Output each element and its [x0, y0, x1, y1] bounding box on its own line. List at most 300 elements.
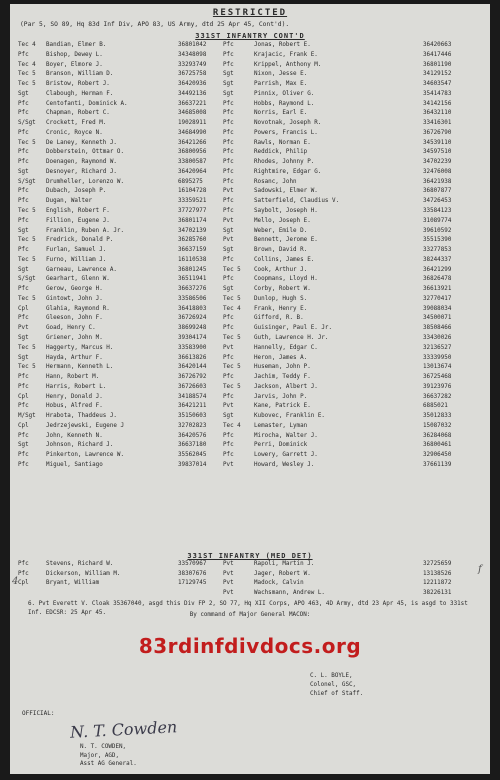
name-left: Drumheller, Lorenzo W. — [46, 178, 125, 185]
name-right: Coopmans, Lloyd H. — [254, 276, 318, 283]
roster-med-det — [18, 560, 484, 598]
grade-left: Pfc — [18, 149, 29, 156]
roster-row — [18, 100, 484, 110]
roster-row — [18, 383, 484, 393]
grade-right: Pvt — [223, 188, 234, 195]
serial-left: 36418803 — [178, 305, 207, 312]
serial-left: 36801042 — [178, 42, 207, 48]
name-left: Branson, William D. — [46, 71, 114, 78]
name-left: Chapman, Robert C. — [46, 110, 110, 117]
grade-left: Pfc — [18, 452, 29, 459]
name-left: Bryant, William — [46, 580, 100, 586]
serial-right: 34142156 — [423, 100, 452, 107]
classification-header: RESTRICTED — [212, 8, 288, 18]
serial-left: 38307676 — [178, 570, 207, 577]
serial-left: 36637276 — [178, 286, 207, 293]
roster-row — [18, 451, 484, 461]
name-left: Cronic, Royce N. — [46, 129, 103, 136]
serial-left: 33800587 — [178, 159, 207, 166]
serial-right: 33416301 — [423, 120, 452, 127]
roster-row — [18, 70, 484, 80]
name-right: Guth, Lawrence H. Jr. — [254, 334, 329, 341]
serial-left: 38699248 — [178, 325, 207, 332]
roster-row — [18, 354, 484, 364]
name-left: Johnson, Richard J. — [46, 442, 114, 449]
name-right: Howard, Wesley J. — [254, 461, 315, 468]
grade-right: Pfc — [223, 198, 234, 205]
grade-right: Sgt — [223, 90, 234, 97]
grade-left: Pfc — [18, 129, 29, 136]
serial-left: 33583900 — [178, 344, 207, 351]
grade-left: Tec 5 — [18, 295, 36, 302]
name-right: Guisinger, Paul E. Jr. — [254, 325, 333, 332]
serial-right: 6885021 — [423, 403, 448, 410]
grade-left: Pvt — [18, 325, 29, 332]
name-left: Pinkerton, Lawrence W. — [46, 452, 125, 459]
roster-row — [18, 314, 484, 324]
name-right: Pinnix, Oliver G. — [254, 90, 315, 97]
serial-left: 36421211 — [178, 403, 207, 410]
serial-left: 35562045 — [178, 452, 207, 459]
serial-right: 35515390 — [423, 237, 452, 244]
serial-right: 13013674 — [423, 364, 452, 371]
name-left: Doenagen, Raymond W. — [46, 159, 117, 166]
grade-left: Tec 4 — [18, 42, 36, 48]
grade-left: Pfc — [18, 198, 29, 205]
name-right: Jachim, Teddy F. — [254, 374, 311, 381]
serial-left: 34702139 — [178, 227, 207, 234]
name-right: Cook, Arthur J. — [254, 266, 308, 273]
grade-right: Pvt — [223, 461, 234, 468]
grade-right: Pvt — [223, 237, 234, 244]
serial-right: 36725468 — [423, 374, 452, 381]
grade-left: Pfc — [18, 110, 29, 117]
grade-left: Tec 5 — [18, 208, 36, 215]
name-left: Desnoyer, Richard J. — [46, 168, 117, 175]
name-left: Harris, Robert L. — [46, 383, 107, 390]
serial-right: 36726790 — [423, 129, 452, 136]
serial-left: 16104728 — [178, 188, 207, 195]
serial-right: 36421938 — [423, 178, 452, 185]
serial-right: 36421299 — [423, 266, 452, 273]
roster-row — [18, 373, 484, 383]
grade-right: Pfc — [223, 256, 234, 263]
serial-right: 36284068 — [423, 432, 452, 439]
name-right: Novotnak, Joseph R. — [254, 120, 322, 127]
grade-left: Tec 5 — [18, 81, 36, 88]
name-left: Griener, John M. — [46, 334, 103, 341]
grade-right: Pvt — [223, 403, 234, 410]
paragraph-6: 6. Pvt Everett V. Cloak 35367040, asgd this Div FP 2, SO 77, Hq XII Corps, APO 463, 4D Army, dtd 23 Apr 45, is asgd to 331st Inf. EDCSR: 25 Apr 45. — [28, 601, 468, 616]
grade-right: Pfc — [223, 452, 234, 459]
roster-331st-infantry — [18, 41, 484, 471]
name-right: Wachsmann, Andrew L. — [254, 589, 325, 596]
serial-right: 32136527 — [423, 344, 452, 351]
serial-left: 36285760 — [178, 237, 207, 244]
grade-right: Sgt — [223, 286, 234, 293]
name-right: Dunlop, Hugh S. — [254, 295, 308, 302]
name-right: Sadowski, Elmer W. — [254, 188, 318, 195]
grade-right: Pfc — [223, 149, 234, 156]
name-right: Rhodes, Johnny P. — [254, 159, 315, 166]
grade-left: Sgt — [18, 354, 29, 361]
grade-left: Pfc — [18, 217, 29, 224]
roster-row — [18, 295, 484, 305]
grade-right: Pfc — [223, 374, 234, 381]
name-left: Bristow, Robert J. — [46, 81, 110, 88]
name-right: Jager, Robert W. — [254, 570, 311, 577]
name-left: Franklin, Ruben A. Jr. — [46, 227, 125, 234]
name-left: Hayda, Arthur F. — [46, 354, 103, 361]
grade-right: Pvt — [223, 580, 234, 586]
name-left: John, Kenneth N. — [46, 432, 103, 439]
roster-row — [18, 187, 484, 197]
grade-right: Sgt — [223, 71, 234, 78]
serial-right: 36637282 — [423, 393, 452, 400]
roster-row — [18, 236, 484, 246]
serial-right: 38244337 — [423, 256, 452, 263]
serial-left: 32702823 — [178, 422, 207, 429]
roster-row — [18, 119, 484, 129]
grade-left: Pfc — [18, 570, 29, 577]
name-right: Collins, James E. — [254, 256, 315, 263]
roster-row — [18, 207, 484, 217]
official-label: OFFICIAL: — [22, 710, 55, 717]
name-right: Bennett, Jerome E. — [254, 237, 318, 244]
name-right: Corby, Robert W. — [254, 286, 311, 293]
grade-right: Pfc — [223, 100, 234, 107]
grade-left: Pfc — [18, 561, 29, 567]
margin-note-left: 4 — [12, 576, 19, 587]
grade-left: M/Sgt — [18, 413, 36, 420]
roster-row — [18, 393, 484, 403]
name-left: Bandian, Elmer B. — [46, 42, 107, 48]
grade-right: Pfc — [223, 159, 234, 166]
grade-right: Pfc — [223, 178, 234, 185]
name-right: Frank, Henry E. — [254, 305, 308, 312]
grade-left: Pfc — [18, 247, 29, 254]
grade-left: S/Sgt — [18, 120, 36, 127]
roster-row — [18, 432, 484, 442]
roster-row — [18, 158, 484, 168]
grade-right: Pfc — [223, 208, 234, 215]
serial-left: 39304174 — [178, 334, 207, 341]
roster-row — [18, 148, 484, 158]
serial-left: 36801245 — [178, 266, 207, 273]
name-right: Kane, Patrick E. — [254, 403, 311, 410]
serial-right: 36801190 — [423, 61, 452, 68]
serial-right: 33339950 — [423, 354, 452, 361]
name-left: Fredrick, Donald P. — [46, 237, 114, 244]
serial-right: 15087032 — [423, 422, 452, 429]
roster-row — [18, 275, 484, 285]
name-left: Goad, Henry C. — [46, 325, 96, 332]
grade-right: Pfc — [223, 42, 234, 48]
roster-row — [18, 402, 484, 412]
grade-left: Pfc — [18, 315, 29, 322]
name-left: Dickerson, William M. — [46, 570, 121, 577]
name-left: Boyer, Elmore J. — [46, 61, 103, 68]
serial-right: 31089774 — [423, 217, 452, 224]
roster-row — [18, 560, 484, 570]
serial-right: 34539110 — [423, 139, 452, 146]
serial-right: 39610592 — [423, 227, 452, 234]
roster-row — [18, 51, 484, 61]
roster-row — [18, 422, 484, 432]
grade-left: Pfc — [18, 286, 29, 293]
grade-left: Tec 5 — [18, 344, 36, 351]
serial-right: 34597510 — [423, 149, 452, 156]
serial-left: 36421266 — [178, 139, 207, 146]
roster-row — [18, 305, 484, 315]
serial-right: 33584123 — [423, 208, 452, 215]
serial-right: 12211872 — [423, 580, 452, 586]
grade-right: Pfc — [223, 315, 234, 322]
serial-left: 39837014 — [178, 461, 207, 468]
serial-left: 16110538 — [178, 256, 207, 263]
roster-row — [18, 80, 484, 90]
roster-row — [18, 90, 484, 100]
serial-right: 39123976 — [423, 383, 452, 390]
name-right: Parrish, Max E. — [254, 81, 308, 88]
name-left: Glahia, Raymond R. — [46, 305, 110, 312]
serial-right: 36613921 — [423, 286, 452, 293]
signer-title: Chief of Staff. — [310, 691, 364, 697]
roster-row — [18, 285, 484, 295]
grade-left: Pfc — [18, 100, 29, 107]
official-rank: Major, AGD, — [80, 752, 120, 759]
serial-right: 36800461 — [423, 442, 452, 449]
name-right: Krajacic, Frank E. — [254, 51, 318, 58]
grade-left: Sgt — [18, 442, 29, 449]
section-title-med-det: 331ST INFANTRY (MED DET) — [187, 552, 313, 560]
grade-right: Pfc — [223, 168, 234, 175]
serial-right: 34603547 — [423, 81, 452, 88]
serial-left: 36420936 — [178, 81, 207, 88]
grade-right: Tec 5 — [223, 364, 241, 371]
serial-right: 34500071 — [423, 315, 452, 322]
serial-left: 36726792 — [178, 374, 207, 381]
grade-left: Pfc — [18, 188, 29, 195]
name-right: Saybolt, Joseph H. — [254, 208, 318, 215]
name-left: Furno, William J. — [46, 256, 107, 263]
roster-row — [18, 461, 484, 471]
name-left: Furlan, Samuel J. — [46, 247, 107, 254]
grade-right: Pfc — [223, 51, 234, 58]
roster-row — [18, 168, 484, 178]
serial-left: 37727977 — [178, 208, 207, 215]
serial-right: 34129152 — [423, 71, 452, 78]
grade-left: S/Sgt — [18, 178, 36, 185]
serial-left: 34188574 — [178, 393, 207, 400]
grade-left: Pfc — [18, 461, 29, 468]
serial-left: 36637159 — [178, 247, 207, 254]
serial-right: 36807877 — [423, 188, 452, 195]
grade-left: Tec 5 — [18, 71, 36, 78]
name-left: Hann, Robert M. — [46, 374, 100, 381]
serial-right: 32770417 — [423, 295, 452, 302]
roster-row — [18, 579, 484, 589]
serial-left: 33586506 — [178, 295, 207, 302]
serial-left: 17129745 — [178, 580, 207, 586]
name-left: Henry, Donald J. — [46, 393, 103, 400]
grade-left: Sgt — [18, 168, 29, 175]
grade-left: Sgt — [18, 90, 29, 97]
grade-left: Cpl — [18, 393, 29, 400]
document-page — [10, 4, 490, 774]
name-left: Haggerty, Marcus H. — [46, 344, 114, 351]
roster-row — [18, 412, 484, 422]
roster-row — [18, 178, 484, 188]
roster-row — [18, 41, 484, 51]
name-right: Mirocha, Walter J. — [254, 432, 318, 439]
serial-left: 19028911 — [178, 120, 207, 127]
name-right: Hannelly, Edgar C. — [254, 344, 318, 351]
serial-right: 13138526 — [423, 570, 452, 577]
name-right: Lowery, Garrett J. — [254, 452, 318, 459]
serial-left: 6895275 — [178, 178, 203, 185]
serial-left: 33359521 — [178, 198, 207, 205]
grade-right: Pvt — [223, 217, 234, 224]
name-left: Gintowt, John J. — [46, 295, 103, 302]
serial-right: 33277853 — [423, 247, 452, 254]
grade-left: Sgt — [18, 266, 29, 273]
serial-left: 34348098 — [178, 51, 207, 58]
serial-right: 36432110 — [423, 110, 452, 117]
grade-right: Tec 5 — [223, 266, 241, 273]
authority-line: By command of Major General MACON: — [189, 612, 311, 618]
name-right: Hobbs, Raymond L. — [254, 100, 315, 107]
name-left: Stevens, Richard W. — [46, 561, 114, 567]
grade-right: Pvt — [223, 344, 234, 351]
grade-left: Sgt — [18, 334, 29, 341]
roster-row — [18, 334, 484, 344]
grade-right: Pfc — [223, 139, 234, 146]
name-left: Bishop, Dewey L. — [46, 51, 103, 58]
grade-left: Cpl — [18, 422, 29, 429]
grade-left: S/Sgt — [18, 276, 36, 283]
grade-right: Pfc — [223, 61, 234, 68]
signer-rank: Colonel, GSC, — [310, 682, 357, 688]
name-left: Hermann, Kenneth L. — [46, 364, 114, 371]
name-left: Garneau, Lawrence A. — [46, 266, 117, 273]
grade-right: Pvt — [223, 561, 234, 567]
name-left: Crockett, Fred M. — [46, 120, 107, 127]
name-right: Nixon, Jesse E. — [254, 71, 308, 78]
serial-left: 36420576 — [178, 432, 207, 439]
serial-right: 37661139 — [423, 461, 452, 468]
roster-row — [18, 197, 484, 207]
grade-right: Pvt — [223, 570, 234, 577]
name-left: De Laney, Kenneth J. — [46, 139, 117, 146]
signer-name: C. L. BOYLE, — [310, 673, 353, 679]
roster-row — [18, 441, 484, 451]
roster-row — [18, 256, 484, 266]
serial-right: 34702239 — [423, 159, 452, 166]
serial-right: 38508466 — [423, 325, 452, 332]
serial-left: 36637221 — [178, 100, 207, 107]
serial-left: 36511941 — [178, 276, 207, 283]
roster-row — [18, 589, 484, 599]
serial-right: 32476008 — [423, 168, 452, 175]
roster-row — [18, 109, 484, 119]
serial-left: 36801174 — [178, 217, 207, 224]
grade-right: Pfc — [223, 276, 234, 283]
grade-left: Cpl — [18, 580, 29, 586]
roster-row — [18, 266, 484, 276]
grade-right: Sgt — [223, 81, 234, 88]
grade-left: Pfc — [18, 432, 29, 439]
order-reference: (Par 5, SO 89, Hq 83d Inf Div, APO 83, US Army, dtd 25 Apr 45, Cont'd). — [20, 21, 290, 28]
grade-right: Pvt — [223, 589, 234, 596]
name-right: Rightmire, Edgar G. — [254, 168, 322, 175]
name-right: Heron, James A. — [254, 354, 308, 361]
name-right: Mello, Joseph E. — [254, 217, 311, 224]
official-title: Asst AG General. — [80, 761, 137, 767]
name-right: Weber, Emile D. — [254, 227, 308, 234]
grade-right: Pfc — [223, 325, 234, 332]
grade-left: Tec 5 — [18, 237, 36, 244]
serial-left: 36800956 — [178, 149, 207, 156]
serial-right: 36826478 — [423, 276, 452, 283]
name-right: Rapoli, Martin J. — [254, 561, 315, 567]
name-right: Krippel, Anthony M. — [254, 61, 322, 68]
grade-right: Tec 4 — [223, 305, 241, 312]
serial-right: 36417446 — [423, 51, 452, 58]
serial-right: 36420663 — [423, 42, 452, 48]
serial-right: 33430026 — [423, 334, 452, 341]
serial-left: 33293749 — [178, 61, 207, 68]
name-right: Reddick, Philip — [254, 149, 308, 156]
grade-right: Tec 4 — [223, 422, 241, 429]
grade-right: Sgt — [223, 247, 234, 254]
grade-right: Pfc — [223, 442, 234, 449]
serial-right: 34726453 — [423, 198, 452, 205]
grade-right: Pfc — [223, 129, 234, 136]
name-right: Brown, David R. — [254, 247, 308, 254]
serial-left: 36637180 — [178, 442, 207, 449]
grade-left: Tec 5 — [18, 256, 36, 263]
serial-right: 38226131 — [423, 589, 452, 596]
serial-left: 36420964 — [178, 168, 207, 175]
serial-left: 36725758 — [178, 71, 207, 78]
serial-left: 34685008 — [178, 110, 207, 117]
grade-right: Pfc — [223, 354, 234, 361]
name-right: Norris, Earl E. — [254, 110, 308, 117]
section-title-331st-infantry: 331ST INFANTRY CONT'D — [195, 32, 305, 40]
grade-left: Pfc — [18, 159, 29, 166]
name-right: Rawls, Norman E. — [254, 139, 311, 146]
grade-left: Sgt — [18, 227, 29, 234]
grade-right: Tec 5 — [223, 295, 241, 302]
grade-right: Pfc — [223, 110, 234, 117]
serial-right: 35012833 — [423, 413, 452, 420]
serial-left: 36613826 — [178, 354, 207, 361]
name-left: Gerow, George H. — [46, 286, 103, 293]
grade-right: Sgt — [223, 227, 234, 234]
grade-left: Tec 5 — [18, 364, 36, 371]
name-left: Dugan, Walter — [46, 198, 93, 205]
grade-right: Pfc — [223, 120, 234, 127]
roster-row — [18, 61, 484, 71]
name-left: Miguel, Santiago — [46, 461, 103, 468]
grade-right: Pfc — [223, 393, 234, 400]
name-right: Perri, Dominick — [254, 442, 308, 449]
serial-left: 36726924 — [178, 315, 207, 322]
name-right: Satterfield, Claudius V. — [254, 198, 340, 205]
roster-row — [18, 344, 484, 354]
name-left: Hobus, Alfred F. — [46, 403, 103, 410]
